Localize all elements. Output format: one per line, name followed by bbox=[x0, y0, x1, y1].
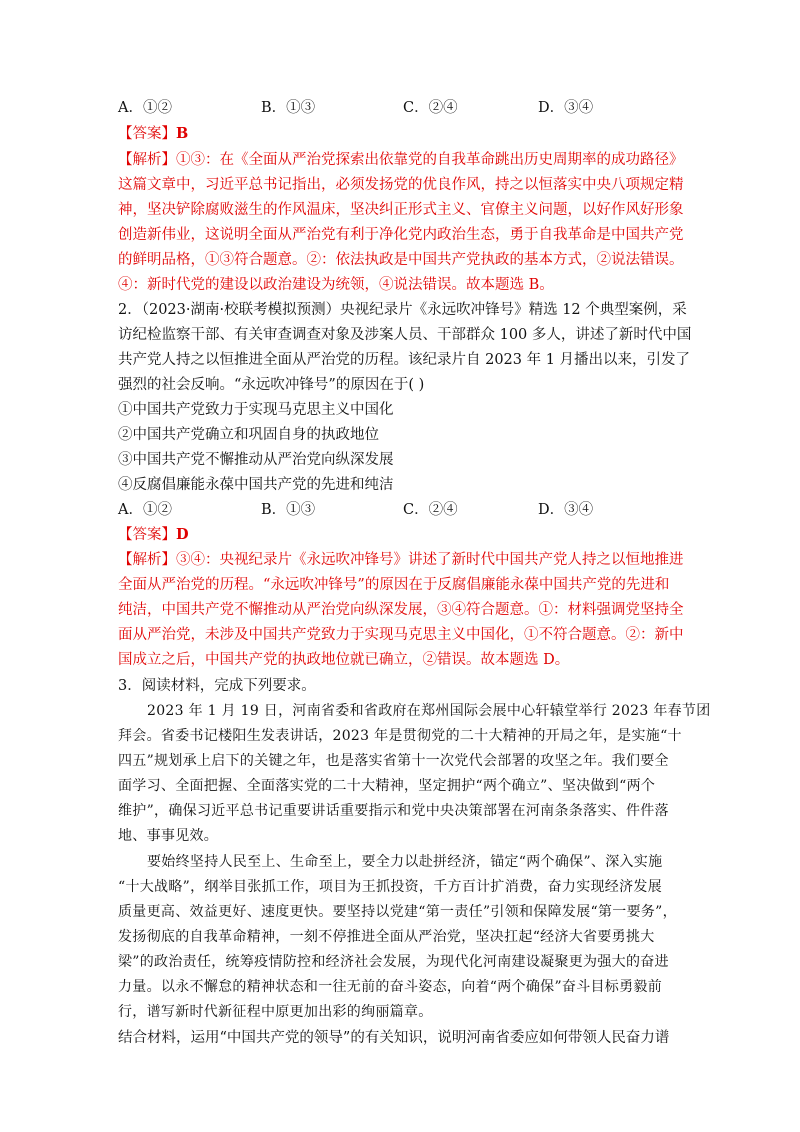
q3-question: 结合材料，运用“中国共产党的领导”的有关知识，说明河南省委应如何带领人民奋力谱 bbox=[118, 1030, 670, 1046]
material-line: 面学习、全面把握、全面落实党的二十大精神，坚定拥护“两个确立”、坚决做到“两个 bbox=[118, 778, 656, 794]
q1-analysis-line: 创造新伟业，这说明全面从严治党有利于净化党内政治生态，勇于自我革命是中国共产党 bbox=[118, 227, 684, 243]
material-line: 维护”，确保习近平总书记重要讲话重要指示和党中央决策部署在河南条条落实、件件落 bbox=[118, 803, 669, 819]
q2-item: ④反腐倡廉能永葆中国共产党的先进和纯洁 bbox=[118, 477, 394, 493]
answer-label: 【答案】 bbox=[118, 126, 176, 142]
analysis-label: 【解析】 bbox=[118, 552, 176, 568]
answer-value: B bbox=[176, 125, 189, 142]
q2-stem-line: 访纪检监察干部、有关审查调查对象及涉案人员、干部群众 100 多人，讲述了新时代中国 bbox=[118, 327, 692, 343]
option-d: D．③④ bbox=[538, 100, 594, 116]
option-a: A．①② bbox=[118, 100, 172, 116]
material-line: 力量。以永不懈怠的精神状态和一往无前的奋斗姿态，向着“两个确保”奋斗目标勇毅前 bbox=[118, 979, 663, 995]
answer-value: D bbox=[176, 526, 189, 543]
q1-analysis-line: 【解析】①③：在《全面从严治党探索出依靠党的自我革命跳出历史周期率的成功路径》 bbox=[118, 152, 684, 168]
material-line: “十大战略”，纲举目张抓工作，项目为王抓投资，千方百计扩消费，奋力实现经济发展 bbox=[118, 879, 663, 895]
q2-analysis-line: 纯洁，中国共产党不懈推动从严治党向纵深发展，③④符合题意。①：材料强调党坚持全 bbox=[118, 602, 684, 618]
material-line: 行，谱写新时代新征程中原更加出彩的绚丽篇章。 bbox=[118, 1004, 433, 1020]
q2-answer bbox=[118, 525, 688, 545]
q2-item: ①中国共产党致力于实现马克思主义中国化 bbox=[118, 402, 394, 418]
option-a: A．①② bbox=[118, 502, 172, 518]
material-line: 要始终坚持人民至上、生命至上，要全力以赴拼经济，锚定“两个确保”、深入实施 bbox=[147, 854, 663, 870]
answer-label: 【答案】 bbox=[118, 527, 176, 543]
q2-item: ③中国共产党不懈推动从严治党向纵深发展 bbox=[118, 452, 394, 468]
q2-analysis-line: 面从严治党，未涉及中国共产党致力于实现马克思主义中国化，①不符合题意。②：新中 bbox=[118, 627, 684, 643]
q2-stem-line: 共产党人持之以恒推进全面从严治党的历程。该纪录片自 2023 年 1 月播出以来，引发了 bbox=[118, 352, 691, 368]
q2-analysis-line: 国成立之后，中国共产党的执政地位就已确立，②错误。故本题选 D。 bbox=[118, 652, 570, 668]
material-line: 梁”的政治责任，统筹疫情防控和经济社会发展，为现代化河南建设凝聚更为强大的奋进 bbox=[118, 954, 669, 970]
q2-analysis-line: 【解析】③④：央视纪录片《永远吹冲锋号》讲述了新时代中国共产党人持之以恒地推进 bbox=[118, 552, 684, 568]
option-b: B．①③ bbox=[261, 502, 316, 518]
option-c: C．②④ bbox=[403, 502, 458, 518]
q2-analysis-line: 全面从严治党的历程。“永远吹冲锋号”的原因在于反腐倡廉能永葆中国共产党的先进和 bbox=[118, 577, 670, 593]
q1-options bbox=[118, 98, 688, 118]
analysis-label: 【解析】 bbox=[118, 152, 176, 168]
q2-options bbox=[118, 500, 688, 520]
material-line: 拜会。省委书记楼阳生发表讲话，2023 年是贯彻党的二十大精神的开局之年，是实施“十 bbox=[118, 728, 682, 744]
q1-analysis-line: 的鲜明品格，①③符合题意。②：依法执政是中国共产党执政的基本方式，②说法错误。 bbox=[118, 252, 684, 268]
material-line: 发扬彻底的自我革命精神，一刻不停推进全面从严治党，坚决扛起“经济大省要勇挑大 bbox=[118, 929, 655, 945]
material-line: 2023 年 1 月 19 日，河南省委和省政府在郑州国际会展中心轩辕堂举行 2023 年春节团 bbox=[147, 703, 711, 719]
q3-stem: 3．阅读材料，完成下列要求。 bbox=[118, 678, 316, 694]
q2-stem-line: 2．（2023·湖南·校联考模拟预测）央视纪录片《永远吹冲锋号》精选 12 个典型案例，采 bbox=[118, 302, 687, 318]
q1-analysis-line: 神，坚决铲除腐败滋生的作风温床，坚决纠正形式主义、官僚主义问题，以好作风好形象 bbox=[118, 202, 684, 218]
q2-item: ②中国共产党确立和巩固自身的执政地位 bbox=[118, 427, 379, 443]
material-line: 四五”规划承上启下的关键之年，也是落实省第十一次党代会部署的攻坚之年。我们要全 bbox=[118, 753, 669, 769]
option-b: B．①③ bbox=[261, 100, 316, 116]
option-c: C．②④ bbox=[403, 100, 458, 116]
option-d: D．③④ bbox=[538, 502, 594, 518]
material-line: 地、事事见效。 bbox=[118, 828, 219, 844]
material-line: 质量更高、效益更好、速度更快。要坚持以党建“第一责任”引领和保障发展“第一要务”， bbox=[118, 904, 677, 920]
q1-analysis-line: 这篇文章中，习近平总书记指出，必须发扬党的优良作风，持之以恒落实中央八项规定精 bbox=[118, 177, 684, 193]
q2-stem-line: 强烈的社会反响。“永远吹冲锋号”的原因在于( ) bbox=[118, 377, 425, 393]
q1-analysis-line: ④：新时代党的建设以政治建设为统领，④说法错误。故本题选 B。 bbox=[118, 277, 554, 293]
q1-answer bbox=[118, 124, 688, 144]
